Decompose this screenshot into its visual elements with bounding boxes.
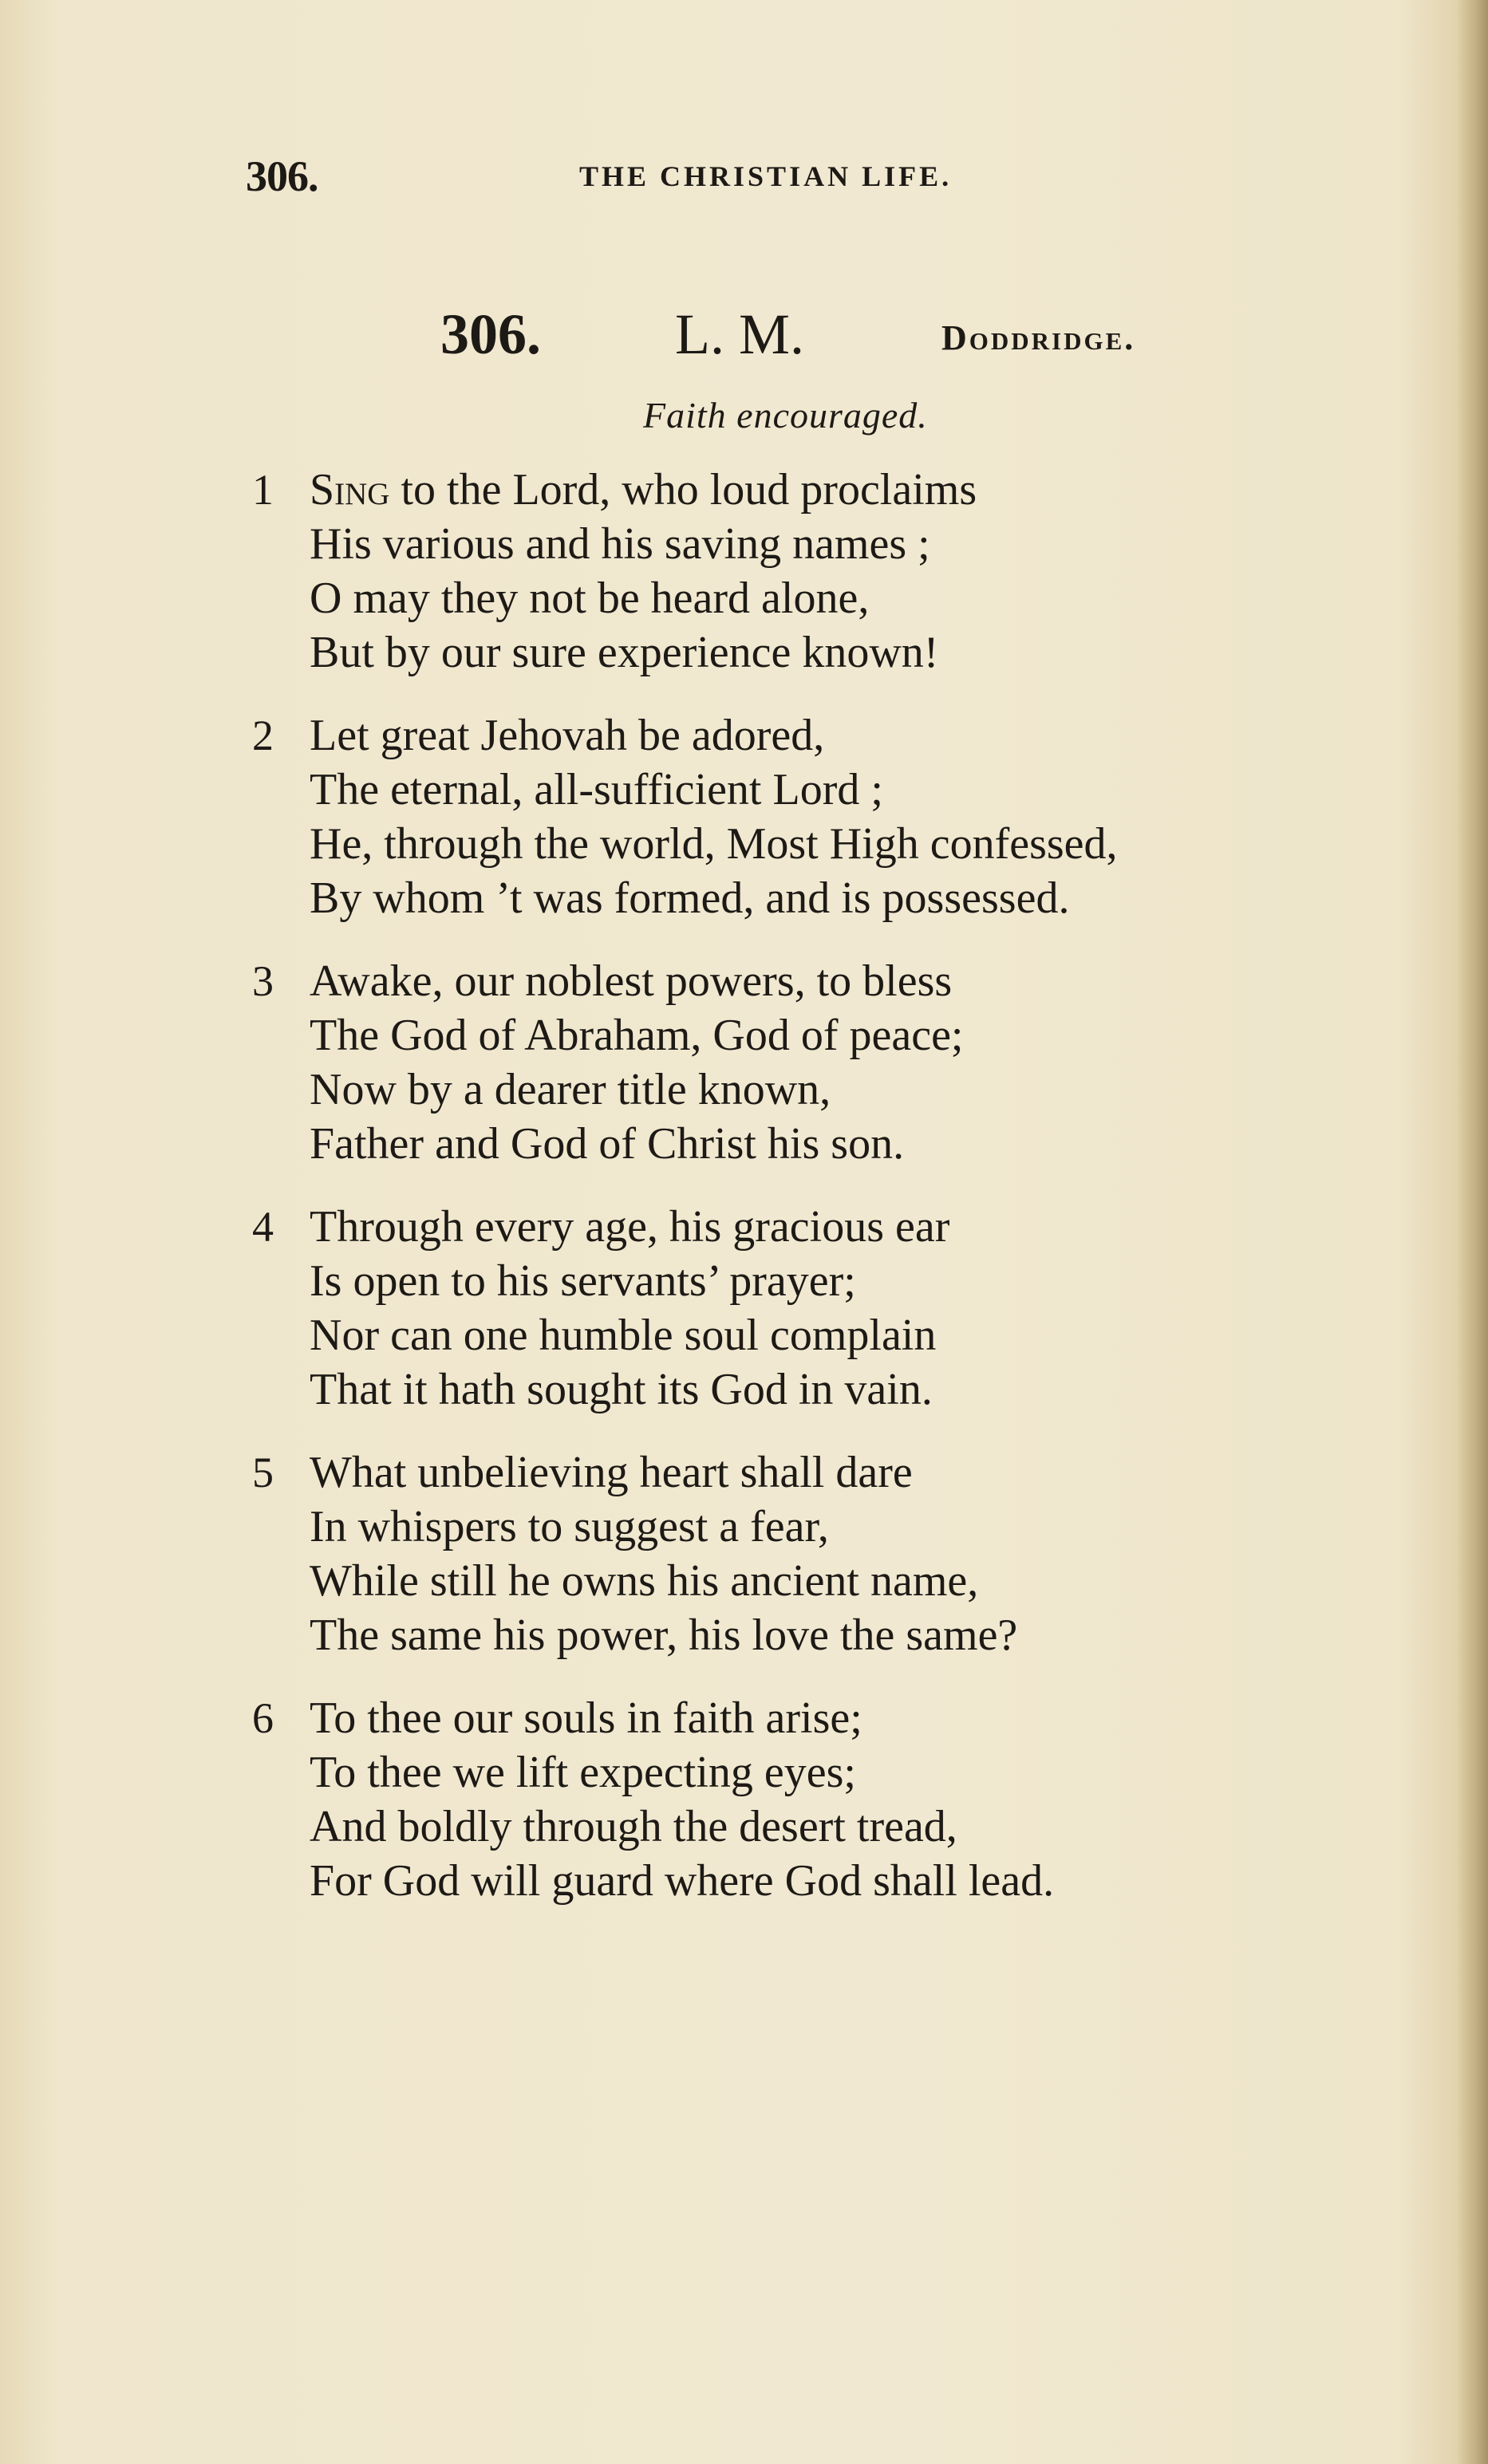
- stanza-line: Father and God of Christ his son.: [310, 1119, 905, 1169]
- stanza-line: To thee our souls in faith arise;: [310, 1693, 862, 1743]
- stanza-list: [0, 463, 1488, 1937]
- line-text: to the Lord, who loud proclaims: [389, 465, 977, 514]
- stanza-5: [0, 1445, 1488, 1662]
- stanza-lines: [310, 708, 1347, 925]
- stanza-line: [310, 463, 1347, 517]
- running-head: [0, 152, 1488, 199]
- stanza-line: The God of Abraham, God of peace;: [310, 1011, 964, 1060]
- stanza-line: He, through the world, Most High confessed,: [310, 819, 1118, 869]
- stanza-line: Awake, our noblest powers, to bless: [310, 956, 953, 1006]
- stanza-line: But by our sure experience known!: [310, 628, 939, 677]
- stanza-number: 6: [252, 1694, 274, 1742]
- hymn-header: [0, 302, 1488, 373]
- stanza-line: What unbelieving heart shall dare: [310, 1448, 913, 1497]
- stanza-number: 2: [252, 712, 274, 759]
- stanza-line: While still he owns his ancient name,: [310, 1556, 979, 1606]
- stanza-line: Is open to his servants’ prayer;: [310, 1256, 856, 1306]
- stanza-line: To thee we lift expecting eyes;: [310, 1748, 856, 1797]
- stanza-number: 3: [252, 957, 274, 1005]
- stanza-line: The eternal, all-sufficient Lord ;: [310, 765, 883, 814]
- stanza-lines: [310, 1691, 1347, 1908]
- stanza-number: 4: [252, 1203, 274, 1251]
- stanza-lines: [310, 1445, 1347, 1662]
- stanza-line: Now by a dearer title known,: [310, 1065, 831, 1114]
- stanza-number: 1: [252, 466, 274, 514]
- stanza-line: Let great Jehovah be adored,: [310, 711, 825, 760]
- page-number: 306.: [246, 152, 318, 200]
- stanza-lines: [310, 463, 1347, 680]
- stanza-3: [0, 954, 1488, 1171]
- stanza-line: By whom ’t was formed, and is possessed.: [310, 873, 1070, 923]
- stanza-lines: [310, 954, 1347, 1171]
- stanza-line: Through every age, his gracious ear: [310, 1202, 950, 1252]
- stanza-line: And boldly through the desert tread,: [310, 1802, 957, 1851]
- stanza-2: [0, 708, 1488, 925]
- hymn-meter: L. M.: [675, 302, 804, 366]
- stanza-1: [0, 463, 1488, 680]
- hymn-author: Doddridge.: [941, 318, 1136, 357]
- stanza-6: [0, 1691, 1488, 1908]
- stanza-number: 5: [252, 1449, 274, 1496]
- stanza-line: Nor can one humble soul complain: [310, 1311, 937, 1360]
- hymn-subtitle: Faith encouraged.: [643, 395, 928, 436]
- running-title: THE CHRISTIAN LIFE.: [579, 160, 953, 192]
- stanza-line: For God will guard where God shall lead.: [310, 1856, 1055, 1906]
- stanza-line: O may they not be heard alone,: [310, 574, 870, 623]
- stanza-4: [0, 1200, 1488, 1417]
- stanza-line: In whispers to suggest a fear,: [310, 1502, 829, 1551]
- stanza-line: That it hath sought its God in vain.: [310, 1365, 933, 1414]
- hymn-number: 306.: [440, 302, 541, 366]
- drop-word: Sing: [310, 465, 390, 514]
- stanza-line: His various and his saving names ;: [310, 519, 930, 569]
- stanza-line: The same his power, his love the same?: [310, 1610, 1018, 1660]
- stanza-lines: [310, 1200, 1347, 1417]
